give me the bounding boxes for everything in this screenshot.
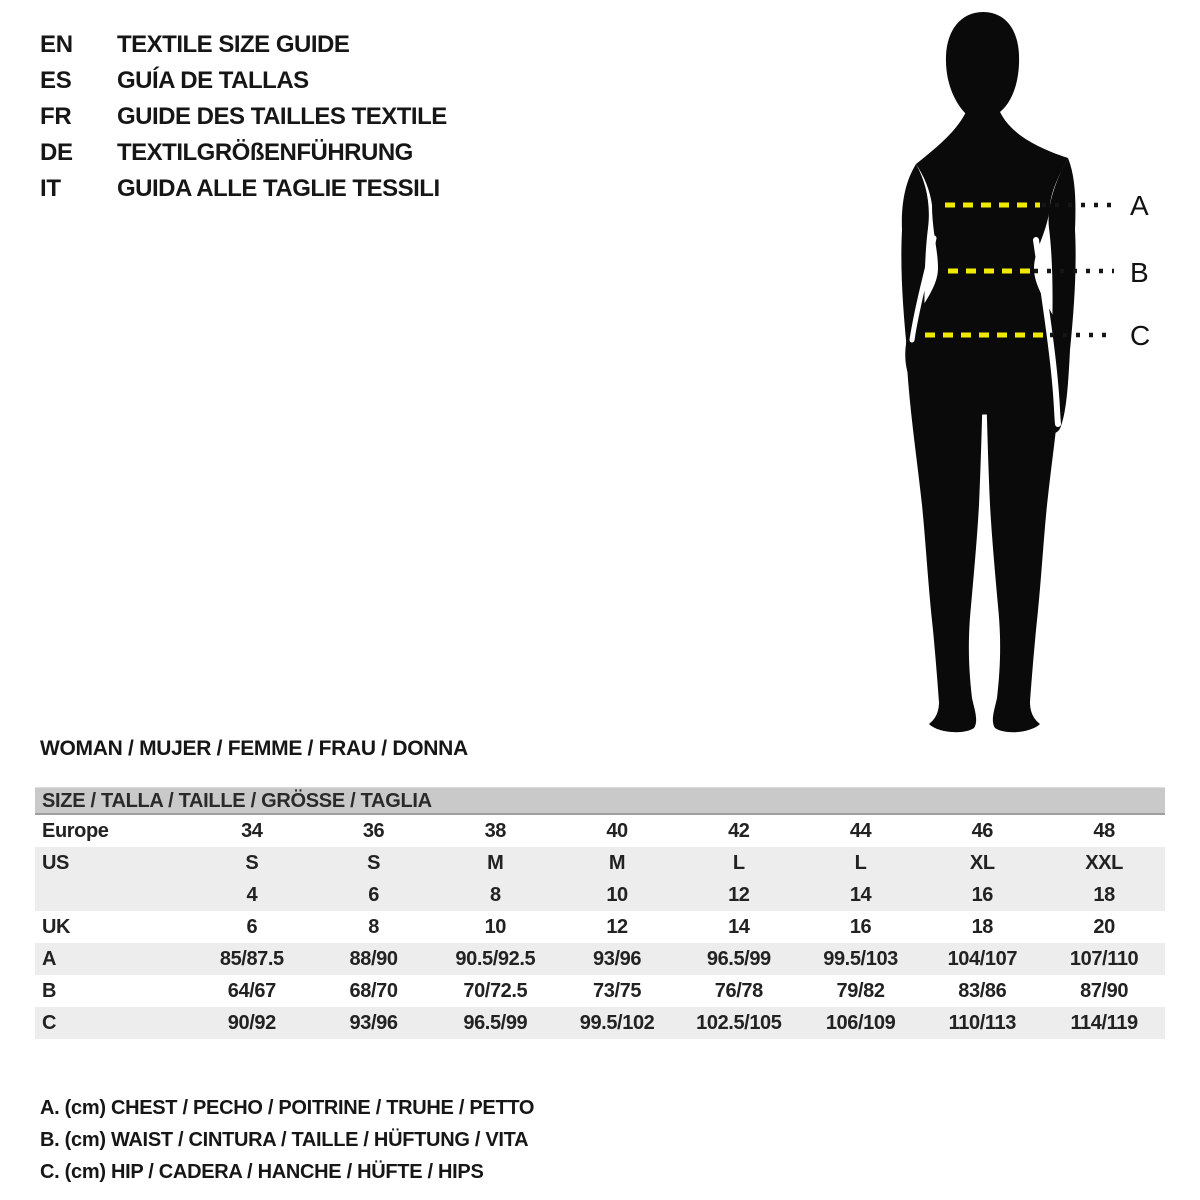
- size-cell: 44: [849, 819, 872, 842]
- language-row-de: [40, 135, 447, 171]
- table-row-chest: [35, 943, 1165, 975]
- size-cell: 64/67: [227, 979, 276, 1002]
- language-title: TEXTILE SIZE GUIDE: [117, 31, 350, 58]
- size-cell: 38: [484, 819, 507, 842]
- table-row-waist: [35, 975, 1165, 1007]
- size-cell: 40: [606, 819, 628, 842]
- row-label-cell: UK: [42, 915, 71, 938]
- table-row-us-numeric: [35, 879, 1165, 911]
- size-cell: 68/70: [349, 979, 398, 1002]
- language-row-en: [40, 27, 447, 63]
- size-cell: 104/107: [947, 947, 1018, 970]
- size-cell: 96.5/99: [463, 1011, 528, 1034]
- size-cell: 16: [971, 883, 994, 906]
- size-cell: 102.5/105: [696, 1011, 782, 1034]
- size-cell: 8: [489, 883, 501, 906]
- size-cell: 93/96: [349, 1011, 398, 1034]
- size-cell: 4: [246, 883, 258, 906]
- size-cell: 76/78: [714, 979, 763, 1002]
- row-label-cell: Europe: [42, 819, 109, 842]
- silhouette-svg: [860, 0, 1200, 740]
- size-cell: L: [732, 851, 745, 874]
- size-cell: 42: [728, 819, 750, 842]
- woman-silhouette-figure: [860, 0, 1200, 740]
- table-row-hip: [35, 1007, 1165, 1039]
- size-table-header: SIZE / TALLA / TAILLE / GRÖSSE / TAGLIA: [35, 787, 1165, 815]
- language-title: GUIDA ALLE TAGLIE TESSILI: [117, 175, 440, 202]
- size-cell: 48: [1093, 819, 1115, 842]
- size-cell: 34: [241, 819, 263, 842]
- language-row-es: [40, 63, 447, 99]
- size-cell: 79/82: [836, 979, 885, 1002]
- language-code: FR: [40, 103, 72, 130]
- size-cell: 36: [362, 819, 385, 842]
- size-cell: 87/90: [1080, 979, 1129, 1002]
- size-cell: 114/119: [1070, 1011, 1138, 1034]
- language-title: TEXTILGRÖßENFÜHRUNG: [117, 139, 413, 166]
- size-cell: 70/72.5: [463, 979, 528, 1002]
- language-title: GUIDE DES TAILLES TEXTILE: [117, 103, 447, 130]
- size-cell: 106/109: [825, 1011, 896, 1034]
- size-cell: M: [487, 851, 504, 874]
- size-cell: XL: [969, 851, 995, 874]
- size-cell: XXL: [1085, 851, 1123, 874]
- size-cell: 10: [484, 915, 507, 938]
- measure-label-a: A: [1130, 190, 1149, 221]
- table-row-europe: [35, 815, 1165, 847]
- size-cell: 18: [1093, 883, 1115, 906]
- size-cell: 83/86: [958, 979, 1007, 1002]
- size-table-grid: [35, 815, 1165, 1039]
- language-row-it: [40, 171, 447, 207]
- size-cell: 12: [728, 883, 750, 906]
- silhouette-right-leg-shape: [986, 345, 1063, 732]
- size-cell: 90.5/92.5: [455, 947, 536, 970]
- size-cell: 20: [1093, 915, 1115, 938]
- silhouette-left-leg-shape: [906, 345, 983, 732]
- language-code: EN: [40, 31, 73, 58]
- legend-line-chest: A. (cm) CHEST / PECHO / POITRINE / TRUHE / PETTO: [40, 1097, 535, 1119]
- size-cell: 14: [728, 915, 750, 938]
- size-cell: 8: [368, 915, 379, 938]
- size-cell: 6: [246, 915, 258, 938]
- section-label: WOMAN / MUJER / FEMME / FRAU / DONNA: [40, 737, 468, 760]
- row-label-cell: US: [42, 851, 69, 874]
- legend-line-hip: C. (cm) HIP / CADERA / HANCHE / HÜFTE / HIPS: [40, 1161, 484, 1183]
- size-cell: 18: [971, 915, 994, 938]
- size-cell: S: [367, 851, 381, 874]
- size-cell: 96.5/99: [706, 947, 771, 970]
- language-title: GUÍA DE TALLAS: [117, 67, 309, 94]
- language-code: IT: [40, 175, 61, 202]
- size-cell: L: [854, 851, 867, 874]
- size-cell: M: [608, 851, 626, 874]
- language-title-block: [40, 27, 447, 207]
- measure-label-b: B: [1130, 257, 1149, 288]
- size-cell: 46: [971, 819, 994, 842]
- measure-label-c: C: [1130, 320, 1151, 351]
- table-row-uk: [35, 911, 1165, 943]
- language-code: ES: [40, 67, 72, 94]
- row-label-cell: [35, 879, 191, 911]
- size-cell: 99.5/102: [579, 1011, 655, 1034]
- size-cell: 12: [606, 915, 628, 938]
- size-table: [35, 787, 1165, 1039]
- size-cell: 107/110: [1069, 947, 1139, 970]
- size-cell: 73/75: [593, 979, 642, 1002]
- size-cell: 10: [606, 883, 628, 906]
- measurement-legend: [40, 1092, 534, 1188]
- size-cell: 99.5/103: [823, 947, 898, 970]
- size-cell: 93/96: [593, 947, 642, 970]
- size-cell: 6: [368, 883, 379, 906]
- language-code: DE: [40, 139, 73, 166]
- table-row-us: [35, 847, 1165, 879]
- size-cell: 88/90: [349, 947, 398, 970]
- row-label-cell: B: [42, 979, 57, 1002]
- size-cell: S: [245, 851, 259, 874]
- size-cell: 85/87.5: [219, 947, 284, 970]
- legend-line-waist: B. (cm) WAIST / CINTURA / TAILLE / HÜFTUNG / VITA: [40, 1129, 529, 1151]
- row-label-cell: C: [42, 1011, 57, 1034]
- size-cell: 90/92: [227, 1011, 276, 1034]
- size-cell: 16: [849, 915, 872, 938]
- language-row-fr: [40, 99, 447, 135]
- row-label-cell: A: [42, 947, 57, 970]
- size-cell: 14: [849, 883, 872, 906]
- size-cell: 110/113: [948, 1011, 1016, 1034]
